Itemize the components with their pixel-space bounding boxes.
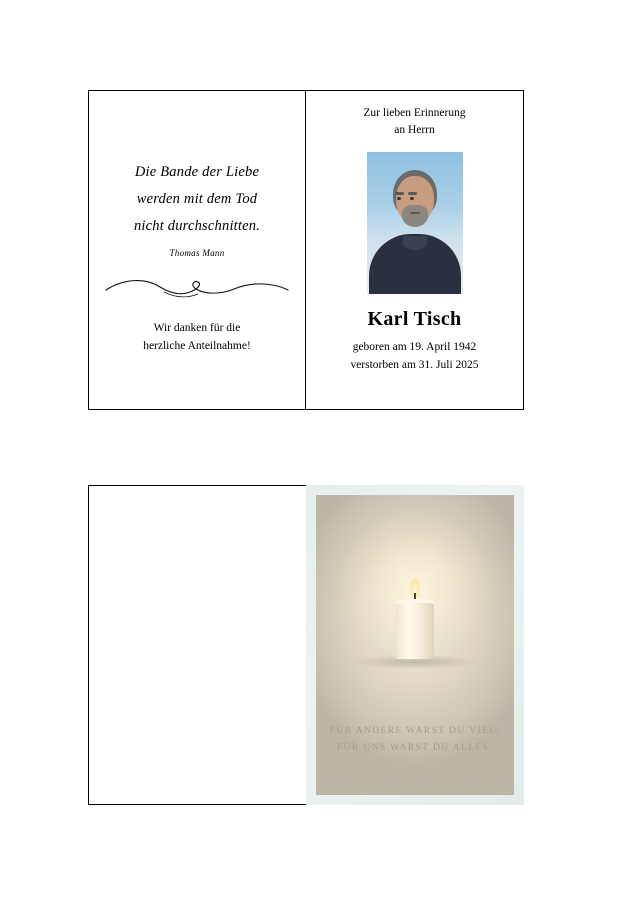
memorial-card-outside-spread [88,485,524,805]
quote-line-2: werden mit dem Tod [136,190,258,207]
portrait-eyebrow-left [395,192,404,195]
card-back-panel [88,485,306,805]
cover-caption-line-2: FÜR UNS WARST DU ALLES. [336,742,494,753]
portrait-collar [403,236,427,250]
memorial-card-inside-spread [88,90,524,410]
deceased-name: Karl Tisch [367,308,462,331]
thanks-line-1: Wir danken für die [153,322,241,335]
card-front-cover [306,485,524,805]
memoriam-line-2: an Herrn [394,123,435,136]
cover-caption [316,723,514,757]
quote-line-1: Die Bande der Liebe [134,164,260,180]
death-date: verstorben am 31. Juli 2025 [350,358,479,371]
memorial-quote [134,159,260,239]
memoriam-line-1: Zur lieben Erinnerung [363,107,466,119]
portrait-eyebrow-right [408,192,417,195]
thanks-line-2: herzliche Anteilnahme! [143,339,251,352]
birth-date: geboren am 19. April 1942 [352,341,477,354]
card-panel-left [89,91,306,409]
cover-caption-line-1: FÜR ANDERE WARST DU VIEL, [329,725,501,736]
candle-body [396,603,434,659]
memoriam-heading [363,105,465,138]
thanks-message [143,320,251,355]
cover-image [316,495,514,795]
life-dates [350,339,478,374]
portrait-beard [402,205,428,227]
portrait-photo [367,152,463,294]
quote-line-3: nicht durchschnitten. [133,217,261,234]
quote-author: Thomas Mann [169,248,225,259]
card-panel-right [306,91,523,409]
portrait-mouth [410,212,420,214]
calligraphic-flourish-icon [102,274,292,304]
